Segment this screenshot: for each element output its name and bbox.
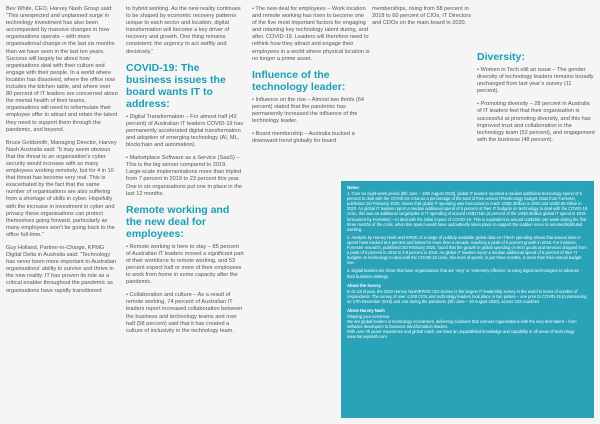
about-text: We are global leaders in technology recruitment, delivering solutions that connect organisations with the very best talent – from software developers to business transformation leaders. xyxy=(347,319,577,330)
column-3-continued xyxy=(372,6,472,27)
bullet-promoting-diversity: • Promoting diversity – 28 percent in Australia of IT leaders feel that their organisation is successful at promoting diversity, and this has improved trust and collaboration in the technology team (52 percent), and engagement with the business (48 percent). xyxy=(477,101,595,143)
notes-box xyxy=(341,181,594,418)
quote-bruce-goldsmith: Bruce Goldsmith, Managing Director, Harvey Nash Australia said: “It may seem obvious that the threat to an organisation’s cyber security would increase with so many employees working remotely, but for 4 in 10 that threat has become very real. This is exacerbated by the fact that the same number of organisations are also suffering from a shortage of skills in cyber. Hopefully with the increase in investment in cyber and privacy these organisations can protect themselves going forward, particularly as many employees won’t be going back to the office full-time.” xyxy=(6,139,117,238)
heading-covid-issues: COVID-19: The business issues the board wants IT to address: xyxy=(126,61,226,110)
heading-influence: Influence of the technology leader: xyxy=(252,68,346,93)
bullet-digital-transformation: • Digital Transformation – For almost half (42 percent) of Australian IT leaders COVID-19 has permanently accelerated digital transformation and adoption of emerging technology (AI, ML, blockchain and automation). xyxy=(126,113,244,149)
column-3 xyxy=(252,6,370,151)
heading-diversity: Diversity: xyxy=(477,51,525,63)
about-tagline: Shaping your tomorrow xyxy=(347,314,390,320)
bullet-collaboration: • Collaboration and culture – As a result of remote working, 74 percent of Australian IT leaders report increased collaboration between the business and technology teams and over half (58 percent) said that it has created a culture of inclusivity in the technology team. xyxy=(126,292,243,334)
about-text-2: With over 30 years’ experience and global reach, we have an unparalleled knowledge and capability in all areas of technology. xyxy=(347,329,576,335)
bullet-women-in-tech: • Women in Tech still an issue – The gender diversity of technology leaders remains broadly unchanged from last year’s survey (11 percent). xyxy=(477,67,594,95)
bullet-board-membership: • Board membership – Australia bucked a downward trend globally for board xyxy=(252,131,355,145)
about-survey-text: In its 22nd year, the 2020 Harvey Nash/KPMG CIO Survey is the largest IT leadership survey in the world in terms of number of respondents. The survey of over 4,200 CIOs and technology leaders took place in two pulses – one prior to COVID-19 (commencing on 17th December 2019) and one during the pandemic (5th June – 10 August 2020), across 103 countries. xyxy=(347,288,587,304)
notes-title: Notes: xyxy=(347,185,360,190)
bullet-remote-working: • Remote working is here to stay – 85 percent of Australian IT leaders moved a significant part of their workforce to remote working, and 53 percent expect half or more of their employees to work from home in some capacity after the pandemic. xyxy=(126,243,244,286)
quote-guy-holland: Guy Holland, Partner-in-Charge, KPMG Digital Delta in Australia said: “Technology has never been more important to Australian organisations’ ability to survive and thrive in the new reality. IT has proven its role as a critical enabler throughout the pandemic as organisations have rapidly transitioned xyxy=(6,245,117,294)
note-2: 2. Analysis by Harvey Nash and KPMG of a range of publicly available global data on IT/tech spending shows that annual rises in spend have tracked at 5 percent and below for more than a decade, reaching a peak of 5 percent growth in 2018. For instance, Forrester research, published 3rd February 2020, found that the growth in global spending on tech goods and services dropped from a peak of 5 percent in 2018 to 3.9 percent in 2019. As global IT leaders report a median additional spend of 5 percent of their IT budgets on technology to deal with the COVID-19 crisis, this level of spend, in just three months, is more than their annual budget rise. xyxy=(347,234,587,266)
bullet-influence-rise: • Influence on the rise – Almost two thirds (64 percent) stated that the pandemic has permanently increased the influence of the technology leader. xyxy=(252,96,365,125)
about-survey-heading: About the Survey xyxy=(347,282,381,288)
column-1 xyxy=(6,6,118,301)
column-4 xyxy=(477,6,595,150)
bullet-new-deal: • The new deal for employees – Work location and remote working has risen to become one of the five most important factors for engaging and retaining key technology talent during, and after, COVID-19. Leaders will therefore need to rethink how they attract and engage their employees in a world where physical location is no longer a prime asset. xyxy=(252,6,370,62)
about-harvey-nash-heading: About Harvey Nash xyxy=(347,307,385,313)
board-membership-continued: memberships, rising from 58 percent in 2018 to 60 percent of CIOs, IT Directors and CDOs on the main board in 2020. xyxy=(372,6,472,27)
heading-remote-working: Remote working and the new deal for employees: xyxy=(126,203,230,240)
column-2 xyxy=(126,6,244,341)
note-3: 3. Digital leaders are those that have organisations that are ‘very’ or ‘extremely effective’ at using digital technologies to advance their business strategy. xyxy=(347,268,579,279)
note-1: 1. Over an eight-week period [5th June – 10th August 2020], global IT leaders reported a median additional technology spend of 5 percent to deal with the COVID-19 crisis as a percentage of the total of their annual IT/technology budget. Data from Forrester, published 3rd February 2020, shows that global IT spending was forecasted to reach US$3.3trillion in 2020 and US$3.59 trillion in 2020. As global IT leaders report a median additional spend of 5 percent of their IT budgets on technology to deal with the COVID-19 crisis, this was an additional surge/spike in IT spending of around US$171bn (5 percent of the US$3.3trillion global IT spend in 2019 forecasted by Forrester) – to deal with the initial impact of COVID-19. This is equivalent to around US$15bn per week during the first three months of the crisis, when this spend would have undoubtedly taken place to support the sudden move to remote/distributed working. xyxy=(347,191,588,232)
quote-bev-white: Bev White, CEO, Harvey Nash Group said: “This unexpected and unplanned surge in technology investment has also been accompanied by massive changes in how organisations operate – with more organisational change in the last six months than we have seen in the last ten years. Success will largely be about how organisations deal with their culture and engage with their people. In a world where location has dissolved, where the office now includes the kitchen table, and where over 80 percent of IT leaders are concerned about the mental health of their teams, organisations will need to reformulate their employee offer to attract and retain the talent they need to support them through the pandemic, and beyond. xyxy=(6,6,118,133)
quote-continued: to hybrid working. As the new reality continues to be shaped by economic recovery patterns unique to each sector and location, digital transformation will become a key driver of recovery and growth. One thing remains consistent; the urgency to act swiftly and decisively.” xyxy=(126,6,241,55)
website-link[interactable]: www.harveynash.com xyxy=(347,334,387,340)
bullet-saas: • Marketplace Software as a Service (SaaS) – This is the big winner compared to 2019. Large-scale implementations more than tripled from 7 percent in 2019 to 23 percent this year. One in six organisations put one in place in the last 12 months. xyxy=(126,155,242,197)
